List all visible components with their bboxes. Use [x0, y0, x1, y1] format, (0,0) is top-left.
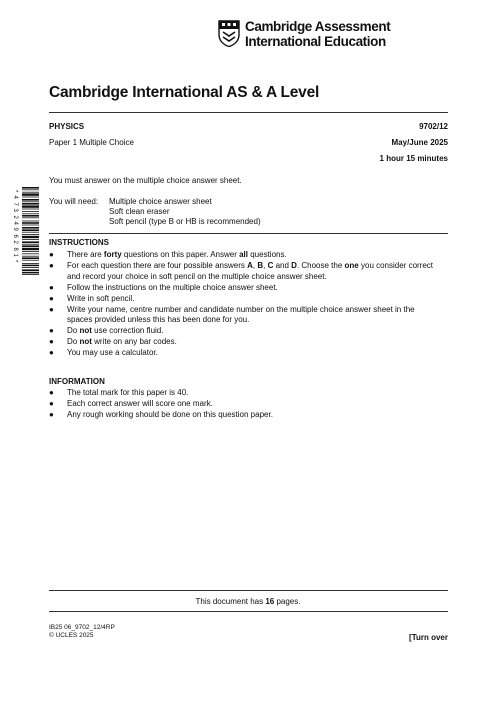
instruction-text: and	[273, 260, 292, 270]
need-item: Soft pencil (type B or HB is recommended)	[109, 217, 261, 226]
instruction-emphasis: not	[79, 326, 92, 336]
barcode-bar	[22, 269, 39, 271]
barcode-bar	[22, 265, 39, 267]
barcode-bar	[22, 205, 39, 207]
barcode-bar	[22, 248, 39, 250]
barcode-bar	[22, 213, 39, 214]
instruction-item	[67, 348, 158, 358]
exam-session: May/June 2025	[391, 138, 448, 147]
barcode-digit: 7	[12, 202, 19, 206]
instruction-emphasis: all	[239, 250, 248, 259]
instruction-emphasis: D	[291, 260, 297, 270]
barcode-bar	[22, 239, 39, 240]
instruction-text: Do	[67, 337, 80, 347]
barcode-digit: 8	[12, 247, 19, 251]
instruction-item	[67, 294, 134, 304]
instruction-text: Write your name, centre number and candidate number on the multiple choice answer sheet in the	[67, 304, 415, 314]
bullet-icon: ●	[49, 409, 54, 419]
instruction-text: There are	[67, 250, 104, 259]
instruction-text: use correction fluid.	[91, 326, 164, 336]
instruction-emphasis: forty	[103, 250, 122, 259]
bullet-icon: ●	[49, 260, 54, 270]
barcode-digit: 1	[12, 253, 19, 257]
barcode-digit: 2	[12, 240, 19, 245]
bullet-icon: ●	[49, 326, 54, 336]
you-will-need-label: You will need:	[49, 197, 99, 206]
barcode-bar	[22, 272, 39, 274]
barcode-bar	[22, 251, 39, 252]
barcode-bar	[22, 257, 39, 259]
bullet-icon: ●	[49, 282, 54, 292]
information-item: Each correct answer will score one mark.	[67, 398, 213, 408]
barcode-bar	[22, 209, 39, 210]
barcode-digit: 3	[12, 208, 19, 213]
barcode-bar	[22, 217, 39, 218]
barcode-bar	[22, 229, 39, 231]
bullet-icon: ●	[49, 388, 54, 397]
cambridge-logo	[218, 19, 391, 53]
instruction-item	[67, 283, 278, 293]
instruction-emphasis: B	[257, 260, 264, 270]
instruction-text: Write in soft pencil.	[67, 293, 135, 303]
barcode-bar	[22, 211, 39, 212]
instruction-text: Follow the instructions on the multiple choice answer sheet.	[67, 282, 278, 292]
barcode-bar	[22, 199, 39, 201]
information-heading: INFORMATION	[49, 377, 105, 386]
bullet-icon: ●	[49, 250, 54, 259]
page-count-suffix: pages.	[274, 597, 301, 606]
instruction-text: write on any bar codes.	[91, 337, 177, 347]
divider	[49, 233, 448, 234]
paper-title: Paper 1 Multiple Choice	[49, 138, 134, 147]
instruction-item	[67, 337, 177, 347]
qualification-title: Cambridge International AS & A Level	[49, 84, 320, 101]
barcode-digit: 4	[12, 195, 19, 200]
barcode-bar	[22, 253, 39, 254]
instruction-item	[67, 326, 163, 336]
instruction-text: You may use a calculator.	[67, 348, 158, 358]
barcode-bar	[22, 215, 39, 217]
copyright: © UCLES 2025	[49, 632, 94, 639]
information-item: The total mark for this paper is 40.	[67, 388, 189, 397]
barcode-bar	[22, 260, 39, 261]
instruction-text: questions on this paper. Answer	[121, 250, 240, 259]
document-ref: IB25 06_9702_12/4RP	[49, 624, 115, 631]
instruction-emphasis: C	[267, 260, 274, 270]
duration: 1 hour 15 minutes	[379, 154, 448, 163]
barcode-bar	[22, 236, 39, 238]
barcode-bar	[22, 234, 39, 235]
barcode-bar	[22, 192, 39, 193]
barcode-digit: 2	[12, 215, 19, 219]
information-item: Any rough working should be done on this question paper.	[67, 409, 273, 419]
instruction-emphasis: one	[344, 260, 359, 270]
logo-wordmark	[245, 19, 390, 49]
instruction-item	[67, 261, 433, 271]
barcode-bar	[22, 222, 39, 224]
instructions-heading: INSTRUCTIONS	[49, 238, 109, 247]
logo-line-1: Cambridge Assessment	[245, 19, 391, 34]
instruction-text: For each question there are four possible answers	[67, 260, 248, 270]
barcode-bar	[22, 274, 39, 275]
barcode-digit: *	[12, 190, 19, 193]
bullet-icon: ●	[49, 293, 54, 303]
barcode-bar	[22, 203, 39, 205]
bullet-icon: ●	[49, 337, 54, 347]
barcode-bar	[22, 189, 39, 190]
need-item: Multiple choice answer sheet	[109, 197, 212, 206]
barcode-bar	[22, 201, 39, 202]
barcode-bar	[22, 197, 39, 198]
instruction-text: spaces provided unless this has been done for you.	[67, 315, 250, 325]
bullet-icon: ●	[49, 304, 54, 314]
barcode-bar	[22, 256, 39, 257]
barcode-bar	[22, 232, 39, 233]
instruction-text: Do	[67, 326, 80, 336]
barcode-bar	[22, 267, 39, 268]
instruction-text: you consider correct	[358, 260, 434, 270]
turn-over: [Turn over	[409, 633, 448, 642]
instruction-text: . Choose the	[296, 260, 345, 270]
instruction-item	[67, 250, 287, 260]
syllabus-code: 9702/12	[419, 122, 448, 131]
barcode-bar	[22, 245, 39, 247]
barcode-bar	[22, 227, 39, 229]
subject: PHYSICS	[49, 122, 85, 131]
barcode-bar	[22, 225, 39, 226]
instruction-item	[67, 315, 249, 325]
candidate-barcode	[22, 187, 39, 275]
instruction-emphasis: not	[79, 337, 92, 347]
barcode-digit: 4	[12, 221, 19, 225]
need-item: Soft clean eraser	[109, 207, 170, 216]
answer-note: You must answer on the multiple choice answer sheet.	[49, 176, 242, 185]
instruction-text: and record your choice in soft pencil on the multiple choice answer sheet.	[67, 271, 327, 281]
page-count-prefix: This document has	[195, 597, 266, 606]
instruction-emphasis: A	[247, 260, 253, 270]
instruction-item	[67, 272, 327, 282]
divider	[49, 590, 448, 591]
barcode-number	[10, 188, 20, 265]
page-count	[0, 597, 496, 607]
barcode-bar	[22, 241, 39, 243]
barcode-digit: *	[12, 260, 19, 263]
logo-line-2: International Education	[245, 34, 386, 49]
instruction-text: ,	[263, 260, 268, 270]
barcode-bar	[22, 244, 39, 245]
bullet-icon: ●	[49, 398, 54, 408]
divider	[49, 112, 448, 113]
bullet-icon: ●	[49, 348, 54, 358]
page-count-number: 16	[265, 597, 275, 606]
barcode-bar	[22, 193, 39, 195]
barcode-bar	[22, 187, 39, 189]
barcode-bar	[22, 221, 39, 222]
instruction-text: questions.	[248, 250, 287, 259]
instruction-text: ,	[252, 260, 258, 270]
barcode-digit: 9	[12, 227, 19, 232]
barcode-digit: 6	[12, 234, 19, 238]
divider	[49, 611, 448, 612]
instruction-item	[67, 305, 415, 315]
shield-icon	[218, 20, 240, 47]
barcode-bar	[22, 263, 39, 264]
